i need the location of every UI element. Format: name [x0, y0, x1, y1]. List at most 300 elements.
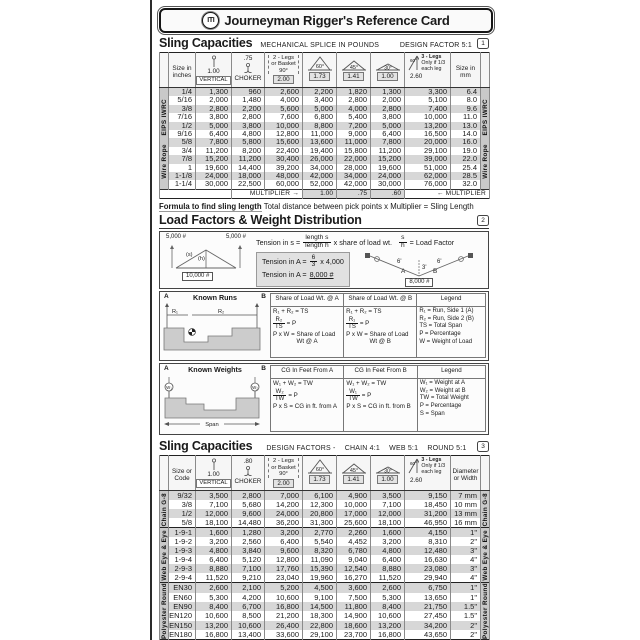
table-row — [160, 537, 490, 546]
svg-text:45°: 45° — [349, 468, 358, 475]
capacity-cell: 14,200 — [265, 500, 303, 509]
table-row — [160, 518, 490, 528]
share-a-header: Share of Load Wt. @ A — [271, 294, 344, 307]
col-30deg — [371, 456, 405, 491]
capacity-cell: 7 mm — [451, 491, 481, 501]
capacity-cell: 8,200 — [232, 147, 265, 155]
capacity-cell: 19,600 — [196, 164, 232, 172]
capacity-cell: 13,200 — [196, 621, 232, 630]
capacity-cell: 21,750 — [405, 602, 451, 611]
capacity-cell: 3,840 — [232, 546, 265, 555]
table-row — [160, 583, 490, 593]
svg-text:(s): (s) — [186, 252, 193, 259]
table-row — [160, 621, 490, 630]
known-runs-legend: R₁ = Run, Side 1 (A) R₂ = Run, Side 2 (B) TS = Total Span P = Percentage W = Weight of Load — [417, 307, 486, 358]
choker-hitch-icon — [242, 466, 254, 477]
capacity-cell: 2" — [451, 621, 481, 630]
capacity-cell: 4,000 — [265, 96, 303, 104]
capacity-cell: 3,600 — [337, 583, 371, 593]
capacity-cell: 13,200 — [371, 621, 405, 630]
capacity-cell: 4" — [451, 555, 481, 564]
table-row — [160, 528, 490, 538]
capacity-cell: 22.0 — [451, 155, 481, 163]
capacity-cell: 12,480 — [405, 546, 451, 555]
col-30deg — [371, 53, 405, 88]
capacity-cell: 2" — [451, 630, 481, 640]
capacity-cell: 3,200 — [196, 537, 232, 546]
capacity-cell: 4,800 — [196, 546, 232, 555]
vertical-hitch-icon — [210, 55, 218, 67]
capacity-cell: 7,100 — [371, 500, 405, 509]
capacity-cell: 13,600 — [303, 138, 337, 146]
capacity-cell: 21,200 — [265, 611, 303, 620]
capacity-cell: 1/2 — [169, 509, 196, 518]
capacity-cell: 4,500 — [303, 583, 337, 593]
capacity-cell: 2,600 — [196, 583, 232, 593]
table-row — [160, 593, 490, 602]
svg-text:30°: 30° — [383, 468, 392, 475]
capacity-cell: 1,280 — [232, 528, 265, 538]
capacity-cell: 13 mm — [451, 509, 481, 518]
capacity-cell: 23,700 — [337, 630, 371, 640]
rigger-reference-card — [159, 8, 493, 640]
svg-text:Span: Span — [205, 422, 219, 429]
capacity-cell: 2,000 — [371, 96, 405, 104]
svg-text:B: B — [433, 268, 438, 276]
capacity-cell: 7,100 — [196, 500, 232, 509]
vertical-factor: 1.00 — [207, 471, 220, 479]
section1-number-badge: 1 — [477, 38, 489, 49]
capacity-cell: 8.0 — [451, 96, 481, 104]
col-60deg — [303, 456, 337, 491]
section1-design-factor: DESIGN FACTOR 5:1 — [399, 42, 472, 49]
section1-header — [159, 36, 489, 50]
capacity-cell: 8,880 — [196, 564, 232, 573]
capacity-cell: 22,400 — [265, 147, 303, 155]
tension-formula-area — [256, 232, 488, 288]
table-row — [160, 564, 490, 573]
capacity-cell: 30,000 — [371, 180, 405, 189]
capacity-cell: 33,600 — [265, 630, 303, 640]
capacity-cell: 3,200 — [371, 537, 405, 546]
known-runs-table — [270, 293, 486, 358]
vertical-factor: 1.00 — [207, 68, 220, 75]
capacity-cell: 4,200 — [232, 593, 265, 602]
page-fold-line — [150, 0, 152, 640]
capacity-cell: 4,800 — [232, 130, 265, 138]
col-60deg — [303, 53, 337, 88]
group-label-right: Polyester Round — [481, 583, 489, 640]
basket-hitch-box: 2 - Legs or Basket 90° — [268, 55, 299, 74]
capacity-cell: 42,000 — [303, 172, 337, 180]
capacity-cell: 1.5" — [451, 611, 481, 620]
capacity-cell: 1/2 — [169, 122, 196, 130]
capacity-cell: 3,800 — [232, 122, 265, 130]
capacity-cell: 5,300 — [196, 593, 232, 602]
chain-web-round-capacity-table — [159, 455, 490, 640]
capacity-cell: 2,600 — [265, 88, 303, 97]
capacity-cell: 1-9-2 — [169, 537, 196, 546]
capacity-cell: 11,000 — [303, 130, 337, 138]
group-label-right: Web Eye & Eye — [481, 528, 490, 583]
capacity-cell: 6,400 — [196, 130, 232, 138]
multiplier-60: 1.00 — [303, 189, 337, 198]
capacity-cell: EN30 — [169, 583, 196, 593]
capacity-cell: 11,200 — [196, 147, 232, 155]
capacity-cell: 16 mm — [451, 518, 481, 528]
tension-formula: Tension in s = $\frac{\text{length s}}{\text{length h}}$ x share of load wt. $\frac{s}{h}$ = Load Factor — [256, 234, 455, 249]
col-choker — [232, 456, 265, 491]
bridle-60-icon — [307, 458, 333, 474]
col-size-code: Size or Code — [169, 456, 196, 491]
capacity-cell: 46,950 — [405, 518, 451, 528]
table-row — [160, 96, 490, 104]
capacity-cell: 6.4 — [451, 88, 481, 97]
capacity-cell: 7,100 — [232, 564, 265, 573]
capacity-cell: 6,100 — [303, 491, 337, 501]
capacity-cell: 3,200 — [265, 528, 303, 538]
capacity-cell: EN90 — [169, 602, 196, 611]
capacity-cell: 15,200 — [196, 155, 232, 163]
capacity-cell: 31,200 — [405, 509, 451, 518]
choker-label: CHOKER — [234, 75, 262, 82]
svg-text:3': 3' — [422, 265, 427, 272]
svg-text:A: A — [401, 268, 406, 276]
svg-text:6': 6' — [397, 259, 402, 266]
group-label-right: Chain G-8 — [481, 492, 489, 526]
capacity-cell: 3,800 — [196, 113, 232, 121]
capacity-cell: 4,800 — [371, 546, 405, 555]
capacity-cell: 6,400 — [371, 130, 405, 138]
load-factor-panel — [159, 231, 489, 289]
table-row — [160, 105, 490, 113]
capacity-cell: 3/4 — [169, 147, 196, 155]
capacity-cell: 12,300 — [303, 500, 337, 509]
capacity-cell: 3" — [451, 564, 481, 573]
triangle-sling-diagram — [164, 240, 248, 270]
capacity-cell: 7/16 — [169, 113, 196, 121]
capacity-cell: 1-9-4 — [169, 555, 196, 564]
capacity-cell: 19.0 — [451, 147, 481, 155]
capacity-cell: 1 — [169, 164, 196, 172]
capacity-cell: 2,770 — [303, 528, 337, 538]
capacity-cell: 12,800 — [265, 555, 303, 564]
three-leg-bridle-icon — [406, 458, 419, 474]
capacity-cell: 4,452 — [337, 537, 371, 546]
web-factor: WEB 5:1 — [389, 445, 419, 453]
capacity-cell: 4,000 — [337, 105, 371, 113]
known-weights-svg — [162, 374, 262, 428]
known-weights-panel — [159, 363, 489, 435]
deg60-factor: 1.73 — [309, 475, 329, 484]
capacity-cell: 18,000 — [232, 172, 265, 180]
capacity-cell: 1,480 — [232, 96, 265, 104]
capacity-cell: 24,000 — [265, 509, 303, 518]
svg-text:45°: 45° — [349, 65, 358, 71]
v-load-box: 8,000 # — [405, 278, 433, 287]
known-weights-table — [270, 365, 486, 432]
capacity-cell: 7,200 — [337, 122, 371, 130]
capacity-cell: 3,300 — [405, 88, 451, 97]
capacity-cell: EN60 — [169, 593, 196, 602]
capacity-cell: 5/8 — [169, 138, 196, 146]
svg-text:6': 6' — [437, 259, 442, 266]
side-strip-header — [160, 53, 169, 88]
capacity-cell: 9,100 — [303, 593, 337, 602]
share-a-formulas: R₁ + R₂ = TS $\frac{\text{R₂}}{TS}$ = P P x W = Share of Load Wt @ A — [271, 307, 344, 358]
capacity-cell: 42,000 — [337, 180, 371, 189]
vertical-label: VERTICAL — [196, 76, 230, 85]
table-row — [160, 500, 490, 509]
formula-lead: Formula to find sling length — [159, 202, 262, 212]
capacity-cell: 11,800 — [337, 602, 371, 611]
capacity-cell: 32.0 — [451, 180, 481, 189]
iti-logo: ITI — [202, 12, 219, 29]
capacity-cell: 62,000 — [405, 172, 451, 180]
section2-title: Load Factors & Weight Distribution — [159, 213, 362, 228]
known-weights-legend: W₁ = Weight at A W₂ = Weight at B TW = Total Weight P = Percentage S = Span — [417, 379, 485, 432]
capacity-cell: 9,210 — [232, 573, 265, 583]
table-row — [160, 546, 490, 555]
known-runs-svg — [162, 302, 262, 352]
col-basket — [265, 53, 303, 88]
col-diameter-width: Diameter or Width — [451, 456, 481, 491]
capacity-cell: 6,800 — [303, 113, 337, 121]
point-b-label: B — [261, 293, 266, 301]
section2-header — [159, 213, 489, 229]
capacity-cell: 2,200 — [303, 88, 337, 97]
capacity-cell: 6,400 — [371, 555, 405, 564]
cg-a-formulas: W₁ + W₂ = TW $\frac{\text{W₂}}{TW}$ = P P x S = CG in ft. from A — [271, 379, 344, 432]
multiplier-label-left: MULTIPLIER → — [232, 189, 303, 198]
capacity-cell: 4,150 — [405, 528, 451, 538]
capacity-cell: 5,300 — [371, 593, 405, 602]
capacity-cell: 51,000 — [405, 164, 451, 172]
col-3legs — [405, 53, 451, 88]
capacity-cell: 8,310 — [405, 537, 451, 546]
col-vertical — [196, 456, 232, 491]
capacity-cell: 16,630 — [405, 555, 451, 564]
capacity-cell: EN120 — [169, 611, 196, 620]
chain-factor: CHAIN 4:1 — [344, 445, 380, 453]
capacity-cell: 9,040 — [337, 555, 371, 564]
legs3-label: 3 - Legs — [421, 457, 442, 464]
capacity-cell: 6,700 — [232, 602, 265, 611]
capacity-cell: 1" — [451, 528, 481, 538]
capacity-cell: 20,800 — [303, 509, 337, 518]
capacity-cell: 23,040 — [265, 573, 303, 583]
capacity-cell: 12,800 — [265, 130, 303, 138]
formula-rest: Total distance between pick points x Multiplier = Sling Length — [263, 202, 474, 212]
col-choker — [232, 53, 265, 88]
capacity-cell: 9,000 — [337, 130, 371, 138]
capacity-cell: 26,000 — [303, 155, 337, 163]
capacity-cell: 11,520 — [371, 573, 405, 583]
svg-text:R₂: R₂ — [218, 309, 225, 316]
capacity-cell: 5,800 — [232, 138, 265, 146]
capacity-cell: 5,400 — [337, 113, 371, 121]
capacity-cell: 3/8 — [169, 105, 196, 113]
legs3-label: 3 - Legs — [421, 54, 442, 60]
capacity-cell: 5/16 — [169, 96, 196, 104]
capacity-cell: 3/8 — [169, 500, 196, 509]
capacity-cell: 5,540 — [303, 537, 337, 546]
multiplier-row — [160, 189, 490, 198]
capacity-cell: 17,000 — [337, 509, 371, 518]
col-45deg — [337, 456, 371, 491]
capacity-cell: 5,120 — [232, 555, 265, 564]
table-row — [160, 122, 490, 130]
round-factor: ROUND 5:1 — [427, 445, 467, 453]
legs3-factor: 2.60 — [410, 476, 423, 484]
deg60-factor: 1.73 — [309, 72, 329, 81]
capacity-cell: 29,100 — [405, 147, 451, 155]
capacity-cell: 39,200 — [265, 164, 303, 172]
capacity-cell: 25.4 — [451, 164, 481, 172]
capacity-cell: 11,200 — [371, 147, 405, 155]
svg-text:W₁: W₁ — [166, 385, 172, 391]
group-label-right: Wire Rope EIPS IWRC — [481, 88, 490, 190]
section1-subtitle: MECHANICAL SPLICE IN POUNDS — [260, 42, 380, 49]
svg-text:R₁: R₁ — [172, 309, 178, 316]
v-bridle-diagram — [354, 252, 485, 287]
capacity-cell: 48,000 — [265, 172, 303, 180]
table-row — [160, 630, 490, 640]
capacity-cell: 6,750 — [405, 583, 451, 593]
capacity-cell: 24,000 — [196, 172, 232, 180]
deg45-factor: 1.41 — [343, 475, 363, 484]
section3-header — [159, 439, 489, 453]
capacity-cell: 9,150 — [405, 491, 451, 501]
capacity-cell: 39,000 — [405, 155, 451, 163]
group-label-left: Web Eye & Eye — [160, 528, 169, 583]
table-row — [160, 147, 490, 155]
capacity-cell: 10,000 — [265, 122, 303, 130]
legend-header: Legend — [417, 366, 485, 379]
capacity-cell: 15,600 — [265, 138, 303, 146]
capacity-cell: 5,200 — [265, 583, 303, 593]
v-bridle-svg — [363, 252, 475, 278]
capacity-cell: 2,800 — [232, 491, 265, 501]
table-row — [160, 573, 490, 583]
card-title: Journeyman Rigger's Reference Card — [224, 13, 450, 28]
capacity-cell: 2,800 — [371, 105, 405, 113]
bridle-30-icon — [375, 55, 401, 71]
deg45-factor: 1.41 — [343, 72, 363, 81]
capacity-cell: 10,600 — [196, 611, 232, 620]
multiplier-30: .60 — [371, 189, 405, 198]
capacity-cell: 11,200 — [232, 155, 265, 163]
deg30-factor: 1.00 — [377, 72, 397, 81]
capacity-cell: 11.0 — [451, 113, 481, 121]
capacity-cell: 12,540 — [337, 564, 371, 573]
capacity-cell: 9/32 — [169, 491, 196, 501]
capacity-cell: 5,600 — [265, 105, 303, 113]
capacity-cell: 18,600 — [337, 621, 371, 630]
capacity-cell: 16,800 — [196, 630, 232, 640]
capacity-cell: 1" — [451, 583, 481, 593]
known-runs-panel — [159, 291, 489, 361]
capacity-cell: 7/8 — [169, 155, 196, 163]
capacity-cell: 27,450 — [405, 611, 451, 620]
capacity-cell: 2,200 — [232, 105, 265, 113]
capacity-cell: 18,450 — [405, 500, 451, 509]
capacity-cell: 7,800 — [371, 138, 405, 146]
capacity-cell: 30,000 — [196, 180, 232, 189]
capacity-cell: 10,600 — [371, 611, 405, 620]
capacity-cell: 10,000 — [337, 500, 371, 509]
capacity-cell: 1.5" — [451, 602, 481, 611]
capacity-cell: 1" — [451, 593, 481, 602]
capacity-cell: 8,880 — [371, 564, 405, 573]
table-row — [160, 611, 490, 620]
table-row — [160, 602, 490, 611]
side-strip-header — [160, 456, 169, 491]
known-runs-diagram — [160, 292, 270, 360]
multiplier-45: .75 — [337, 189, 371, 198]
capacity-cell: 18,300 — [303, 611, 337, 620]
capacity-cell: 29,940 — [405, 573, 451, 583]
capacity-cell: 14,500 — [303, 602, 337, 611]
capacity-cell: 10,000 — [405, 113, 451, 121]
svg-text:60°: 60° — [410, 58, 417, 63]
capacity-cell: 8,320 — [303, 546, 337, 555]
capacity-cell: 16,800 — [371, 630, 405, 640]
bridle-45-icon — [341, 55, 367, 71]
col-45deg — [337, 53, 371, 88]
capacity-cell: 52,000 — [303, 180, 337, 189]
capacity-cell: 4,900 — [337, 491, 371, 501]
capacity-cell: 22,500 — [232, 180, 265, 189]
capacity-cell: 9/16 — [169, 130, 196, 138]
capacity-cell: 1-9-1 — [169, 528, 196, 538]
bridle-30-icon — [375, 458, 401, 474]
table-row — [160, 555, 490, 564]
svg-text:60°: 60° — [315, 64, 324, 70]
table-row — [160, 491, 490, 501]
side-strip-header — [481, 456, 490, 491]
capacity-cell: 14,480 — [232, 518, 265, 528]
basket-hitch-box: 2 - Legs or Basket 90° — [268, 458, 299, 477]
basket-factor: 2.00 — [273, 75, 293, 84]
capacity-cell: 15,390 — [303, 564, 337, 573]
sling-length-formula — [159, 202, 489, 211]
capacity-cell: 2,800 — [196, 105, 232, 113]
point-a-label: A — [164, 293, 169, 301]
table2-header-row — [160, 456, 490, 491]
legs3-note: Only if 1/3 each leg — [421, 463, 446, 475]
capacity-cell: 19,960 — [303, 573, 337, 583]
capacity-cell: 14,400 — [232, 164, 265, 172]
capacity-cell: 2,560 — [232, 537, 265, 546]
tension-example-box: Tension in A = $\frac{6}{3}$ x 4,000 Tension in A = 8,000 # — [256, 252, 350, 287]
bridle-60-icon — [307, 55, 333, 71]
capacity-cell: 15,800 — [337, 147, 371, 155]
col-basket — [265, 456, 303, 491]
side-strip-header — [481, 53, 490, 88]
svg-text:60°: 60° — [315, 467, 324, 474]
capacity-cell: 10,600 — [265, 593, 303, 602]
capacity-cell: 2,260 — [337, 528, 371, 538]
capacity-cell: 19,400 — [303, 147, 337, 155]
table1-header-row — [160, 53, 490, 88]
three-leg-bridle-icon — [406, 55, 419, 71]
choker-label: CHOKER — [234, 478, 262, 486]
capacity-cell: 1-1/4 — [169, 180, 196, 189]
legend-header: Legend — [417, 294, 486, 307]
col-size-mm: Size in mm — [451, 53, 481, 88]
capacity-cell: 16,500 — [405, 130, 451, 138]
